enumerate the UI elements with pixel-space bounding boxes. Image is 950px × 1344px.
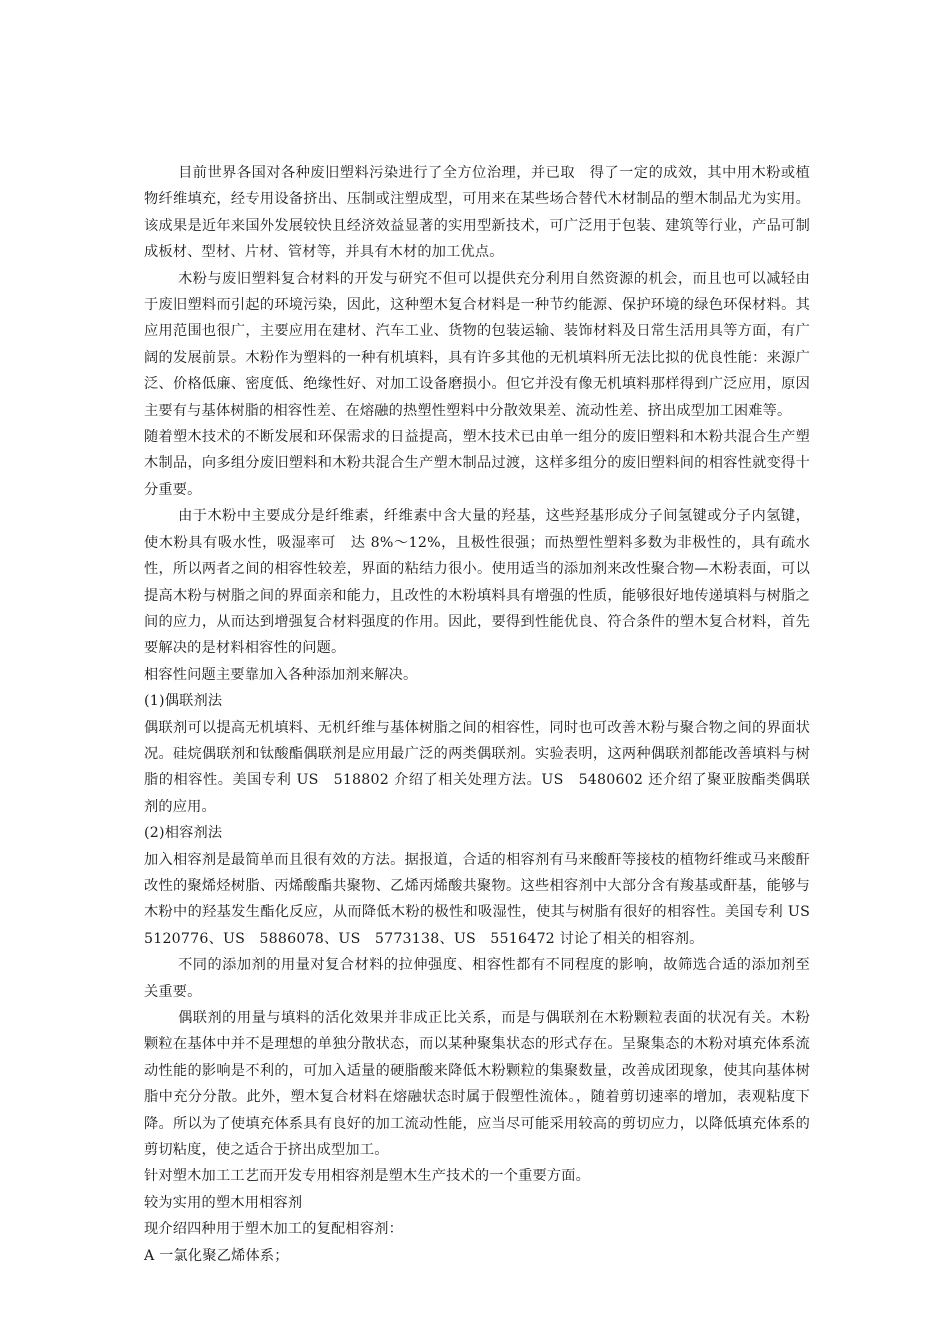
paragraph-special-compatibilizer: 针对塑木加工工艺而开发专用相容剂是塑木生产技术的一个重要方面。 <box>144 1168 591 1185</box>
paragraph-coupling-agent: 偶联剂可以提高无机填料、无机纤维与基体树脂之间的相容性，同时也可改善木粉与聚合物之间的界面状况。硅烷偶联剂和钛酸酯偶联剂是应用最广泛的两类偶联剂。实验表明，这两种偶联剂都能改善填料与树脂的相容性。美国专利 US 518802 介绍了相关处理方法。US 5480602 还介绍了聚亚胺酯类偶联剂的应用。 <box>144 719 810 815</box>
paragraph-coupling-dosage: 偶联剂的用量与填料的活化效果并非成正比关系，而是与偶联剂在木粉颗粒表面的状况有关。木粉颗粒在基体中并不是理想的单独分散状态，而以某种聚集状态的形式存在。呈聚集态的木粉对填充体系流动性能的影响是不利的，可加入适量的硬脂酸来降低木粉颗粒的集聚数量，改善成团现象，使其向基体树脂中充分分散。此外，塑木复合材料在熔融状态时属于假塑性流体。，随着剪切速率的增加，表观粘度下降。所以为了使填充体系具有良好的加工流动性能，应当尽可能采用较高的剪切应力，以降低填充体系的剪切粘度，使之适合于挤出成型加工。 <box>144 1010 810 1159</box>
document-body <box>144 160 825 1269</box>
paragraph-composite-benefits: 木粉与废旧塑料复合材料的开发与研究不但可以提供充分利用自然资源的机会，而且也可以减轻由于废旧塑料而引起的环境污染，因此，这种塑木复合材料是一种节约能源、保护环境的绿色环保材料。其应用范围也很广，主要应用在建材、汽车工业、货物的包装运输、装饰材料及日常生活用具等方面，有广阔的发展前景。木粉作为塑料的一种有机填料，具有许多其他的无机填料所无法比拟的优良性能：来源广泛、价格低廉、密度低、绝缘性好、对加工设备磨损小。但它并没有像无机填料那样得到广泛应用，原因主要有与基体树脂的相容性差、在熔融的热塑性塑料中分散效果差、流动性差、挤出成型加工困难等。 <box>144 270 810 419</box>
paragraph-technology-trend: 随着塑木技术的不断发展和环保需求的日益提高，塑木技术已由单一组分的废旧塑料和木粉共混合生产塑木制品，向多组分废旧塑料和木粉共混合生产塑木制品过渡，这样多组分的废旧塑料间的相容性就变得十分重要。 <box>144 429 810 498</box>
paragraph-additive-solution: 相容性问题主要靠加入各种添加剂来解决。 <box>144 666 418 683</box>
paragraph-intro: 目前世界各国对各种废旧塑料污染进行了全方位治理，并已取 得了一定的成效，其中用木粉或植物纤维填充，经专用设备挤出、压制或注塑成型，可用来在某些场合替代木材制品的塑木制品尤为实用。该成果是近年来国外发展较快且经济效益显著的实用型新技术，可广泛用于包装、建筑等行业，产品可制成板材、型材、片材、管材等，并具有木材的加工优点。 <box>144 165 810 261</box>
heading-coupling-agent-method: (1)偶联剂法 <box>144 693 223 710</box>
paragraph-compatibility-cause: 由于木粉中主要成分是纤维素，纤维素中含大量的羟基，这些羟基形成分子间氢键或分子内氢键，使木粉具有吸水性，吸湿率可 达 8%～12%，且极性很强；而热塑性塑料多数为非极性的，具有疏水性，所以两者之间的相容性较差，界面的粘结力很小。使用适当的添加剂来改性聚合物—木粉表面，可以提高木粉与树脂之间的界面亲和能力，且改性的木粉填料具有增强的性质，能够很好地传递填料与树脂之间的应力，从而达到增强复合材料强度的作用。因此，要得到性能优良、符合条件的塑木复合材料，首先要解决的是材料相容性的问题。 <box>144 508 810 657</box>
list-item-a-cpe-system: A 一氯化聚乙烯体系； <box>144 1247 289 1264</box>
heading-compatibilizer-method: (2)相容剂法 <box>144 825 223 842</box>
paragraph-compatibilizer: 加入相容剂是最简单而且很有效的方法。据报道，合适的相容剂有马来酸酐等接枝的植物纤维或马来酸酐改性的聚烯烃树脂、丙烯酸酯共聚物、乙烯丙烯酸共聚物。这些相容剂中大部分含有羧基或酐基，能够与木粉中的羟基发生酯化反应，从而降低木粉的极性和吸湿性，使其与树脂有很好的相容性。美国专利 US 5120776、US 5886078、US 5773138、US 5516472 讨论了相关的相容剂。 <box>144 851 825 947</box>
paragraph-additive-dosage: 不同的添加剂的用量对复合材料的拉伸强度、相容性都有不同程度的影响，故筛选合适的添加剂至关重要。 <box>144 957 810 1000</box>
paragraph-four-compatibilizers: 现介绍四种用于塑木加工的复配相容剂： <box>144 1221 403 1238</box>
heading-practical-compatibilizers: 较为实用的塑木用相容剂 <box>144 1194 303 1211</box>
